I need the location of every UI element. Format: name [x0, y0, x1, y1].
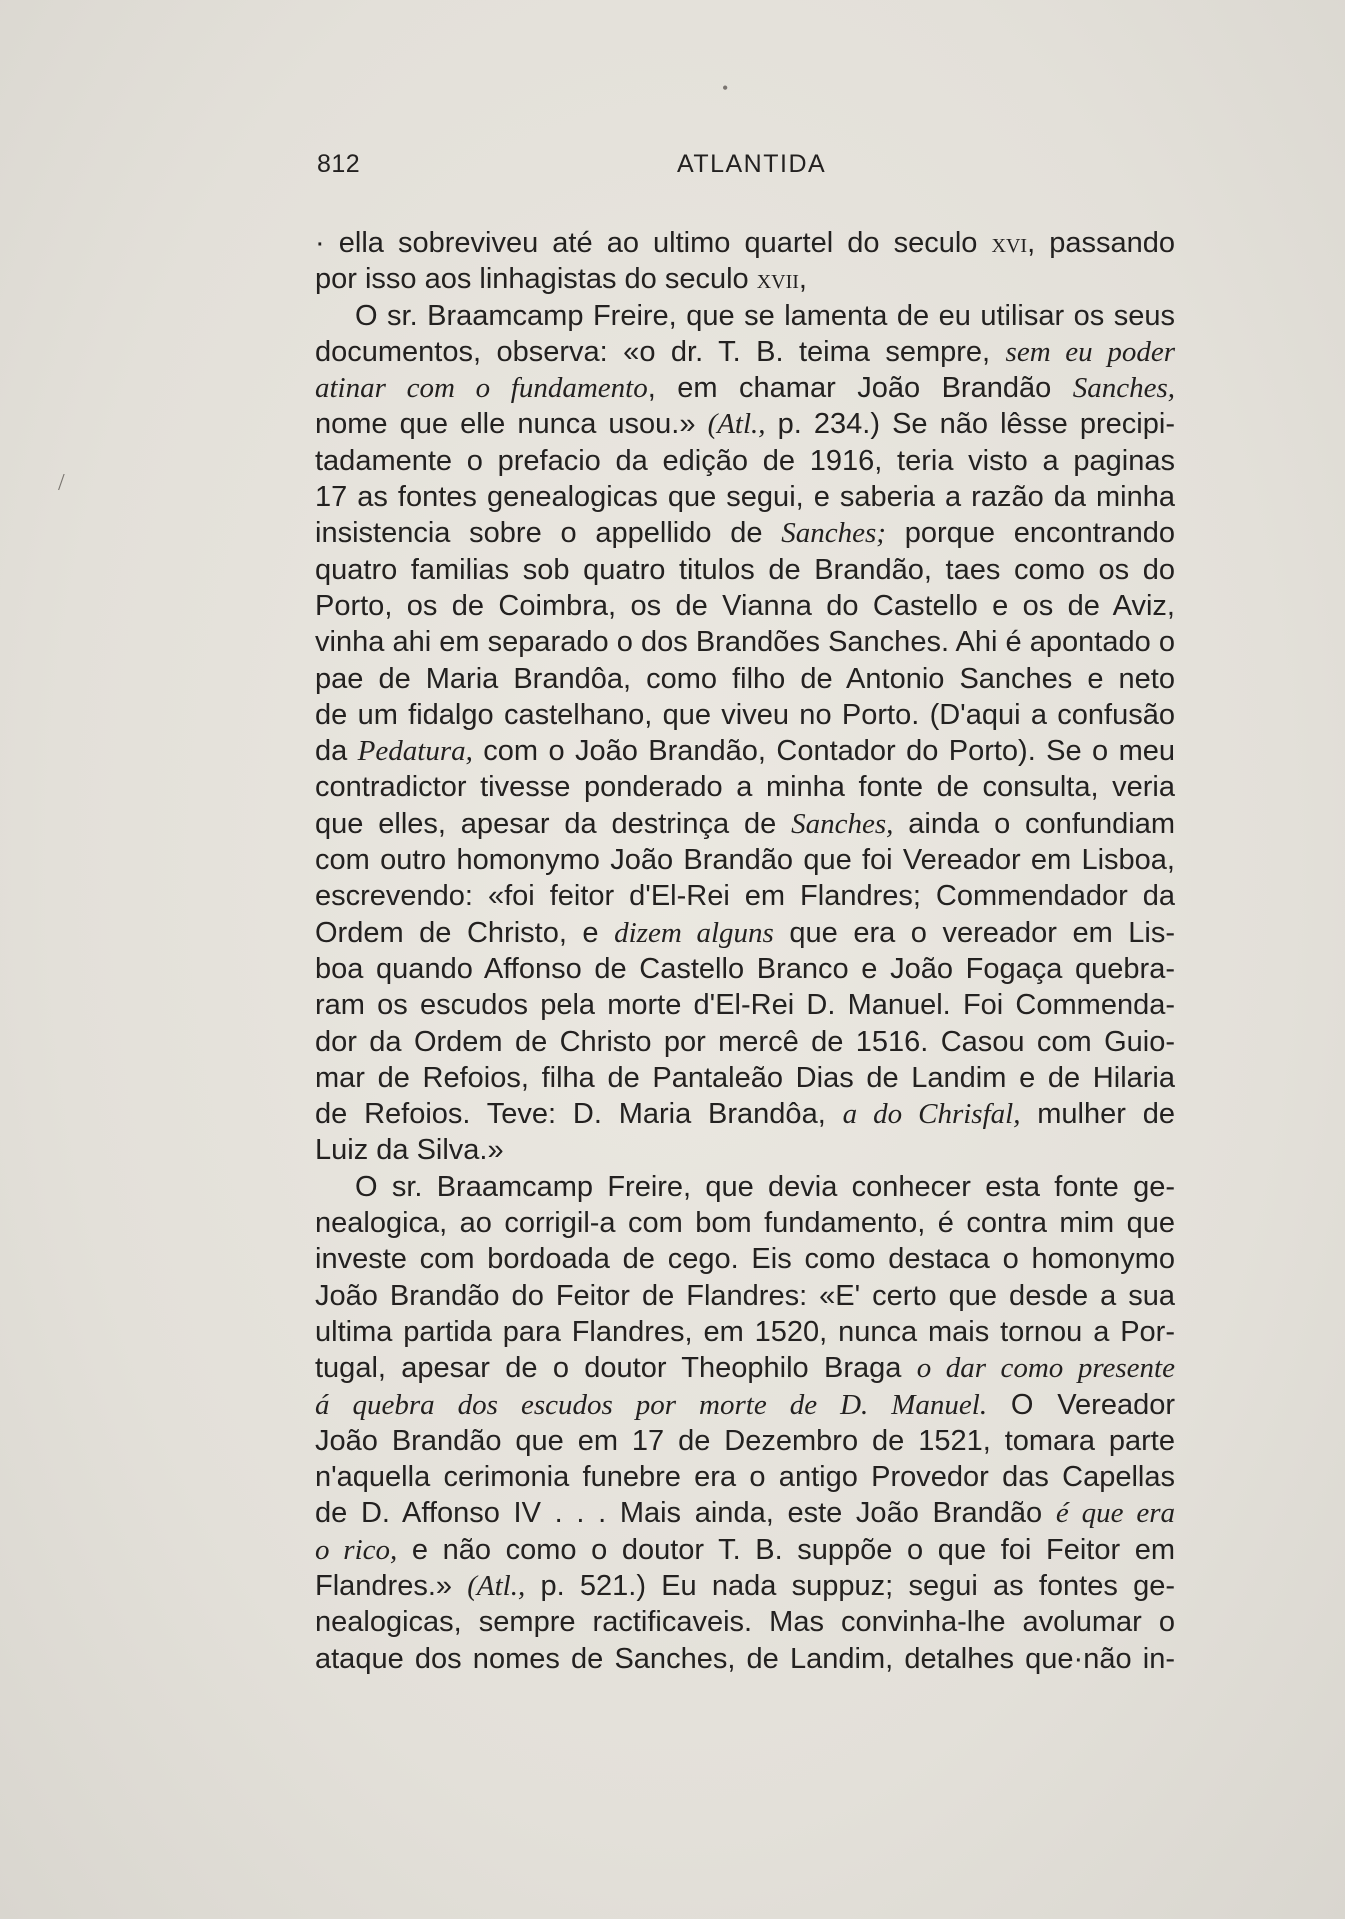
- text-line: [315, 1495, 1175, 1531]
- text-line: [315, 1060, 1175, 1096]
- line-text: O sr. Braamcamp Freire, que devia conhecer esta fonte ge-: [355, 1170, 1175, 1203]
- line-text: mulher de: [1020, 1098, 1175, 1131]
- text-line: [315, 552, 1175, 588]
- line-text: O Vereador: [987, 1388, 1175, 1421]
- text-line: [315, 769, 1175, 805]
- line-text: insistencia sobre o appellido de: [315, 517, 782, 550]
- line-text: O sr. Braamcamp Freire, que se lamenta de eu utilisar os seus: [355, 299, 1175, 332]
- line-text: Porto, os de Coimbra, os de Vianna do Castello e os de Aviz,: [315, 589, 1175, 622]
- line-text: 17 as fontes genealogicas que segui, e saberia a razão da minha: [315, 481, 1175, 514]
- text-line: [315, 406, 1175, 442]
- text-line: [315, 1604, 1175, 1640]
- line-text: e não como o doutor T. B. suppõe o que foi Feitor em: [397, 1533, 1175, 1566]
- text-line: [315, 733, 1175, 769]
- line-text: vinha ahi em separado o dos Brandões Sanches. Ahi é apontado o: [315, 626, 1175, 659]
- text-line: [315, 1459, 1175, 1495]
- italic-text: o dar como presente: [916, 1352, 1175, 1385]
- line-text: documentos, observa: «o dr. T. B. teima sempre,: [315, 335, 1006, 368]
- page-speck-mark: •: [722, 78, 729, 98]
- margin-pencil-mark: /: [58, 470, 65, 496]
- text-line: [315, 1532, 1175, 1568]
- italic-text: Sanches,: [791, 807, 894, 840]
- italic-text: a do Chrisfal,: [842, 1098, 1021, 1131]
- line-text: n'aquella cerimonia funebre era o antigo Provedor das Capellas: [315, 1461, 1175, 1494]
- text-line: [315, 334, 1175, 370]
- line-text: ram os escudos pela morte d'El-Rei D. Manuel. Foi Commenda-: [315, 989, 1175, 1022]
- page-number: 812: [317, 150, 361, 178]
- text-line: [315, 1423, 1175, 1459]
- line-text: ataque dos nomes de Sanches, de Landim, detalhes que·não in-: [315, 1642, 1175, 1675]
- line-text: mar de Refoios, filha de Pantaleão Dias de Landim e de Hilaria: [315, 1061, 1175, 1094]
- line-text: tadamente o prefacio da edição de 1916, teria visto a paginas: [315, 444, 1175, 477]
- text-line: [315, 878, 1175, 914]
- italic-text: sem eu poder: [1005, 335, 1175, 368]
- text-line: [315, 1132, 1175, 1168]
- italic-text: dizem alguns: [614, 916, 774, 949]
- page-header: [317, 150, 1067, 190]
- line-text: ultima partida para Flandres, em 1520, nunca mais tornou a Por-: [315, 1315, 1175, 1348]
- text-line: [315, 915, 1175, 951]
- text-line: [315, 697, 1175, 733]
- line-text: por isso aos linhagistas do seculo: [315, 263, 757, 296]
- line-text: , em chamar João Brandão: [647, 372, 1073, 405]
- line-text: que elles, apesar da destrinça de: [315, 807, 792, 840]
- text-line: [315, 1314, 1175, 1350]
- text-line: [315, 1024, 1175, 1060]
- line-text: com o João Brandão, Contador do Porto). Se o meu: [472, 735, 1175, 768]
- text-line: [315, 1350, 1175, 1386]
- line-text: porque encontrando: [885, 517, 1176, 550]
- line-text: pae de Maria Brandôa, como filho de Antonio Sanches e neto: [315, 662, 1175, 695]
- line-text: boa quando Affonso de Castello Branco e João Fogaça quebra-: [315, 952, 1175, 985]
- italic-text: Pedatura,: [357, 735, 473, 768]
- line-text: nealogicas, sempre ractificaveis. Mas convinha-lhe avolumar o: [315, 1606, 1175, 1639]
- text-line: [315, 479, 1175, 515]
- text-line: [315, 661, 1175, 697]
- line-text: · ella sobreviveu até ao ultimo quartel do seculo: [315, 227, 992, 259]
- text-line: [315, 261, 1175, 297]
- line-text: de Refoios. Teve: D. Maria Brandôa,: [315, 1098, 843, 1131]
- text-line: [315, 1278, 1175, 1314]
- line-text: p. 521.) Eu nada suppuz; segui as fontes ge-: [525, 1569, 1175, 1602]
- text-line: [315, 1641, 1175, 1677]
- italic-text: Sanches,: [1072, 372, 1175, 405]
- text-line: [315, 443, 1175, 479]
- small-caps-text: xvi: [991, 227, 1028, 259]
- italic-text: o rico,: [315, 1533, 398, 1566]
- line-text: ,: [798, 263, 807, 296]
- italic-text: á quebra dos escudos por morte de D. Manuel.: [315, 1388, 988, 1421]
- line-text: nome que elle nunca usou.»: [315, 408, 708, 441]
- italic-text: (Atl.,: [707, 408, 766, 441]
- text-line: [315, 588, 1175, 624]
- text-line: [315, 842, 1175, 878]
- text-line: [315, 1241, 1175, 1277]
- line-text: quatro familias sob quatro titulos de Brandão, taes como os do: [315, 553, 1175, 586]
- running-title: ATLANTIDA: [677, 150, 827, 178]
- line-text: investe com bordoada de cego. Eis como destaca o homonymo: [315, 1243, 1175, 1276]
- line-text: tugal, apesar de o doutor Theophilo Braga: [315, 1352, 917, 1385]
- text-line: [315, 515, 1175, 551]
- text-line: [315, 1568, 1175, 1604]
- italic-text: atinar com o fundamento: [315, 372, 648, 405]
- line-text: ainda o confundiam: [893, 807, 1175, 840]
- text-line: [315, 806, 1175, 842]
- text-line: [315, 624, 1175, 660]
- text-line: [315, 951, 1175, 987]
- line-text: p. 234.) Se não lêsse precipi-: [765, 408, 1175, 441]
- line-text: João Brandão que em 17 de Dezembro de 1521, tomara parte: [315, 1424, 1175, 1457]
- line-text: da: [315, 735, 358, 768]
- line-text: de D. Affonso IV . . . Mais ainda, este João Brandão: [315, 1497, 1056, 1530]
- line-text: que era o vereador em Lis-: [773, 916, 1176, 949]
- body-text: [315, 225, 1175, 1677]
- line-text: Ordem de Christo, e: [315, 916, 615, 949]
- line-text: João Brandão do Feitor de Flandres: «E' certo que desde a sua: [315, 1279, 1175, 1312]
- line-text: Luiz da Silva.»: [315, 1134, 504, 1167]
- text-line: [315, 225, 1175, 261]
- line-text: contradictor tivesse ponderado a minha fonte de consulta, veria: [315, 771, 1175, 804]
- line-text: Flandres.»: [315, 1569, 468, 1602]
- line-text: com outro homonymo João Brandão que foi Vereador em Lisboa,: [315, 844, 1175, 877]
- line-text: , passando: [1027, 227, 1175, 259]
- italic-text: Sanches;: [781, 517, 886, 550]
- text-line: [315, 987, 1175, 1023]
- text-line: [315, 298, 1175, 334]
- text-line: [315, 1096, 1175, 1132]
- line-text: de um fidalgo castelhano, que viveu no Porto. (D'aqui a confusão: [315, 698, 1175, 731]
- italic-text: é que era: [1055, 1497, 1175, 1530]
- text-line: [315, 1205, 1175, 1241]
- text-line: [315, 1387, 1175, 1423]
- text-line: [315, 1169, 1175, 1205]
- line-text: dor da Ordem de Christo por mercê de 1516. Casou com Guio-: [315, 1025, 1175, 1058]
- line-text: escrevendo: «foi feitor d'El-Rei em Flandres; Commendador da: [315, 880, 1175, 913]
- line-text: nealogica, ao corrigil-a com bom fundamento, é contra mim que: [315, 1207, 1175, 1240]
- text-line: [315, 370, 1175, 406]
- italic-text: (Atl.,: [467, 1569, 526, 1602]
- small-caps-text: xvii: [756, 263, 799, 296]
